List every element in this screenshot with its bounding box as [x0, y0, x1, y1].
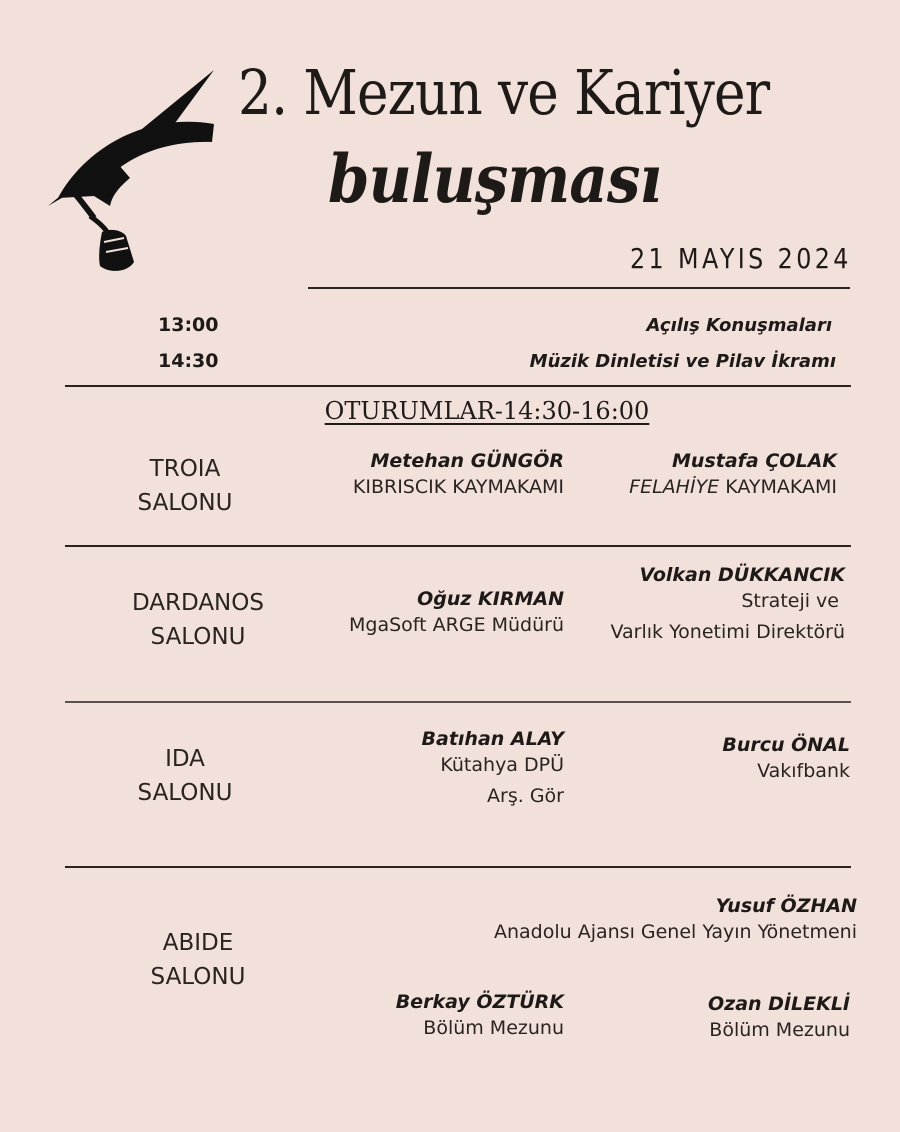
divider: [65, 385, 851, 387]
speaker-role: Bölüm Mezunu: [423, 1017, 564, 1039]
speaker: [349, 588, 564, 641]
hall-name: [50, 742, 320, 810]
speaker-name: Berkay ÖZTÜRK: [395, 991, 564, 1013]
speaker-role: MgaSoft ARGE Müdürü: [349, 614, 564, 636]
hall-name-line: SALONU: [150, 624, 246, 650]
speaker: [722, 734, 850, 787]
speaker-role: Strateji ve: [741, 590, 839, 612]
speaker: [629, 450, 837, 503]
speaker-role: Bölüm Mezunu: [709, 1019, 850, 1041]
hall-name-line: ABIDE: [162, 930, 234, 956]
speaker-name: Yusuf ÖZHAN: [715, 895, 857, 917]
hall-name-line: DARDANOS: [132, 590, 264, 616]
event-date: 21 MAYIS 2024: [630, 242, 852, 275]
speaker-role: Varlık Yonetimi Direktörü: [610, 621, 845, 643]
speaker-name: Mustafa ÇOLAK: [672, 450, 837, 472]
hall-name-line: SALONU: [150, 964, 246, 990]
speaker: [611, 564, 846, 648]
speaker-role: Kütahya DPÜ: [440, 754, 564, 776]
event-title-line2: buluşması: [328, 140, 662, 218]
speaker: [708, 993, 850, 1046]
divider: [308, 287, 850, 289]
event-title-line1: 2. Mezun ve Kariyer: [238, 56, 770, 129]
schedule-time: 14:30: [158, 350, 219, 372]
speaker-name: Batıhan ALAY: [421, 728, 564, 750]
speaker-role: [629, 472, 837, 503]
speaker-role: KIBRISCIK KAYMAKAMI: [352, 476, 564, 498]
speaker: [494, 895, 857, 948]
speaker: [422, 728, 564, 812]
speaker: [353, 450, 564, 503]
speaker: [396, 991, 564, 1044]
hall-name: [63, 586, 333, 654]
schedule-time: 13:00: [158, 314, 219, 336]
speaker-role: Arş. Gör: [487, 785, 564, 807]
divider: [65, 866, 851, 868]
speaker-role: Vakıfbank: [757, 760, 850, 782]
divider: [65, 545, 851, 547]
hall-name-line: TROIA: [149, 456, 221, 482]
hall-name-line: IDA: [165, 746, 205, 772]
hall-name: [50, 452, 320, 520]
speaker-name: Metehan GÜNGÖR: [370, 450, 564, 472]
hall-name: [63, 926, 333, 994]
hall-name-line: SALONU: [137, 780, 233, 806]
sessions-title: OTURUMLAR-14:30-16:00: [324, 397, 650, 425]
schedule-event: Müzik Dinletisi ve Pilav İkramı: [529, 351, 836, 372]
speaker-role-text: KAYMAKAMI: [725, 476, 837, 498]
divider: [65, 701, 851, 703]
speaker-role: Anadolu Ajansı Genel Yayın Yönetmeni: [493, 921, 857, 943]
speaker-name: Volkan DÜKKANCIK: [639, 564, 845, 586]
speaker-name: Ozan DİLEKLİ: [708, 993, 850, 1015]
schedule-event: Açılış Konuşmaları: [646, 315, 832, 336]
graduation-cap-icon: [44, 66, 234, 276]
speaker-name: Burcu ÖNAL: [722, 734, 850, 756]
speaker-role-italic: FELAHİYE: [629, 476, 720, 498]
speaker-name: Oğuz KIRMAN: [417, 588, 564, 610]
hall-name-line: SALONU: [137, 490, 233, 516]
